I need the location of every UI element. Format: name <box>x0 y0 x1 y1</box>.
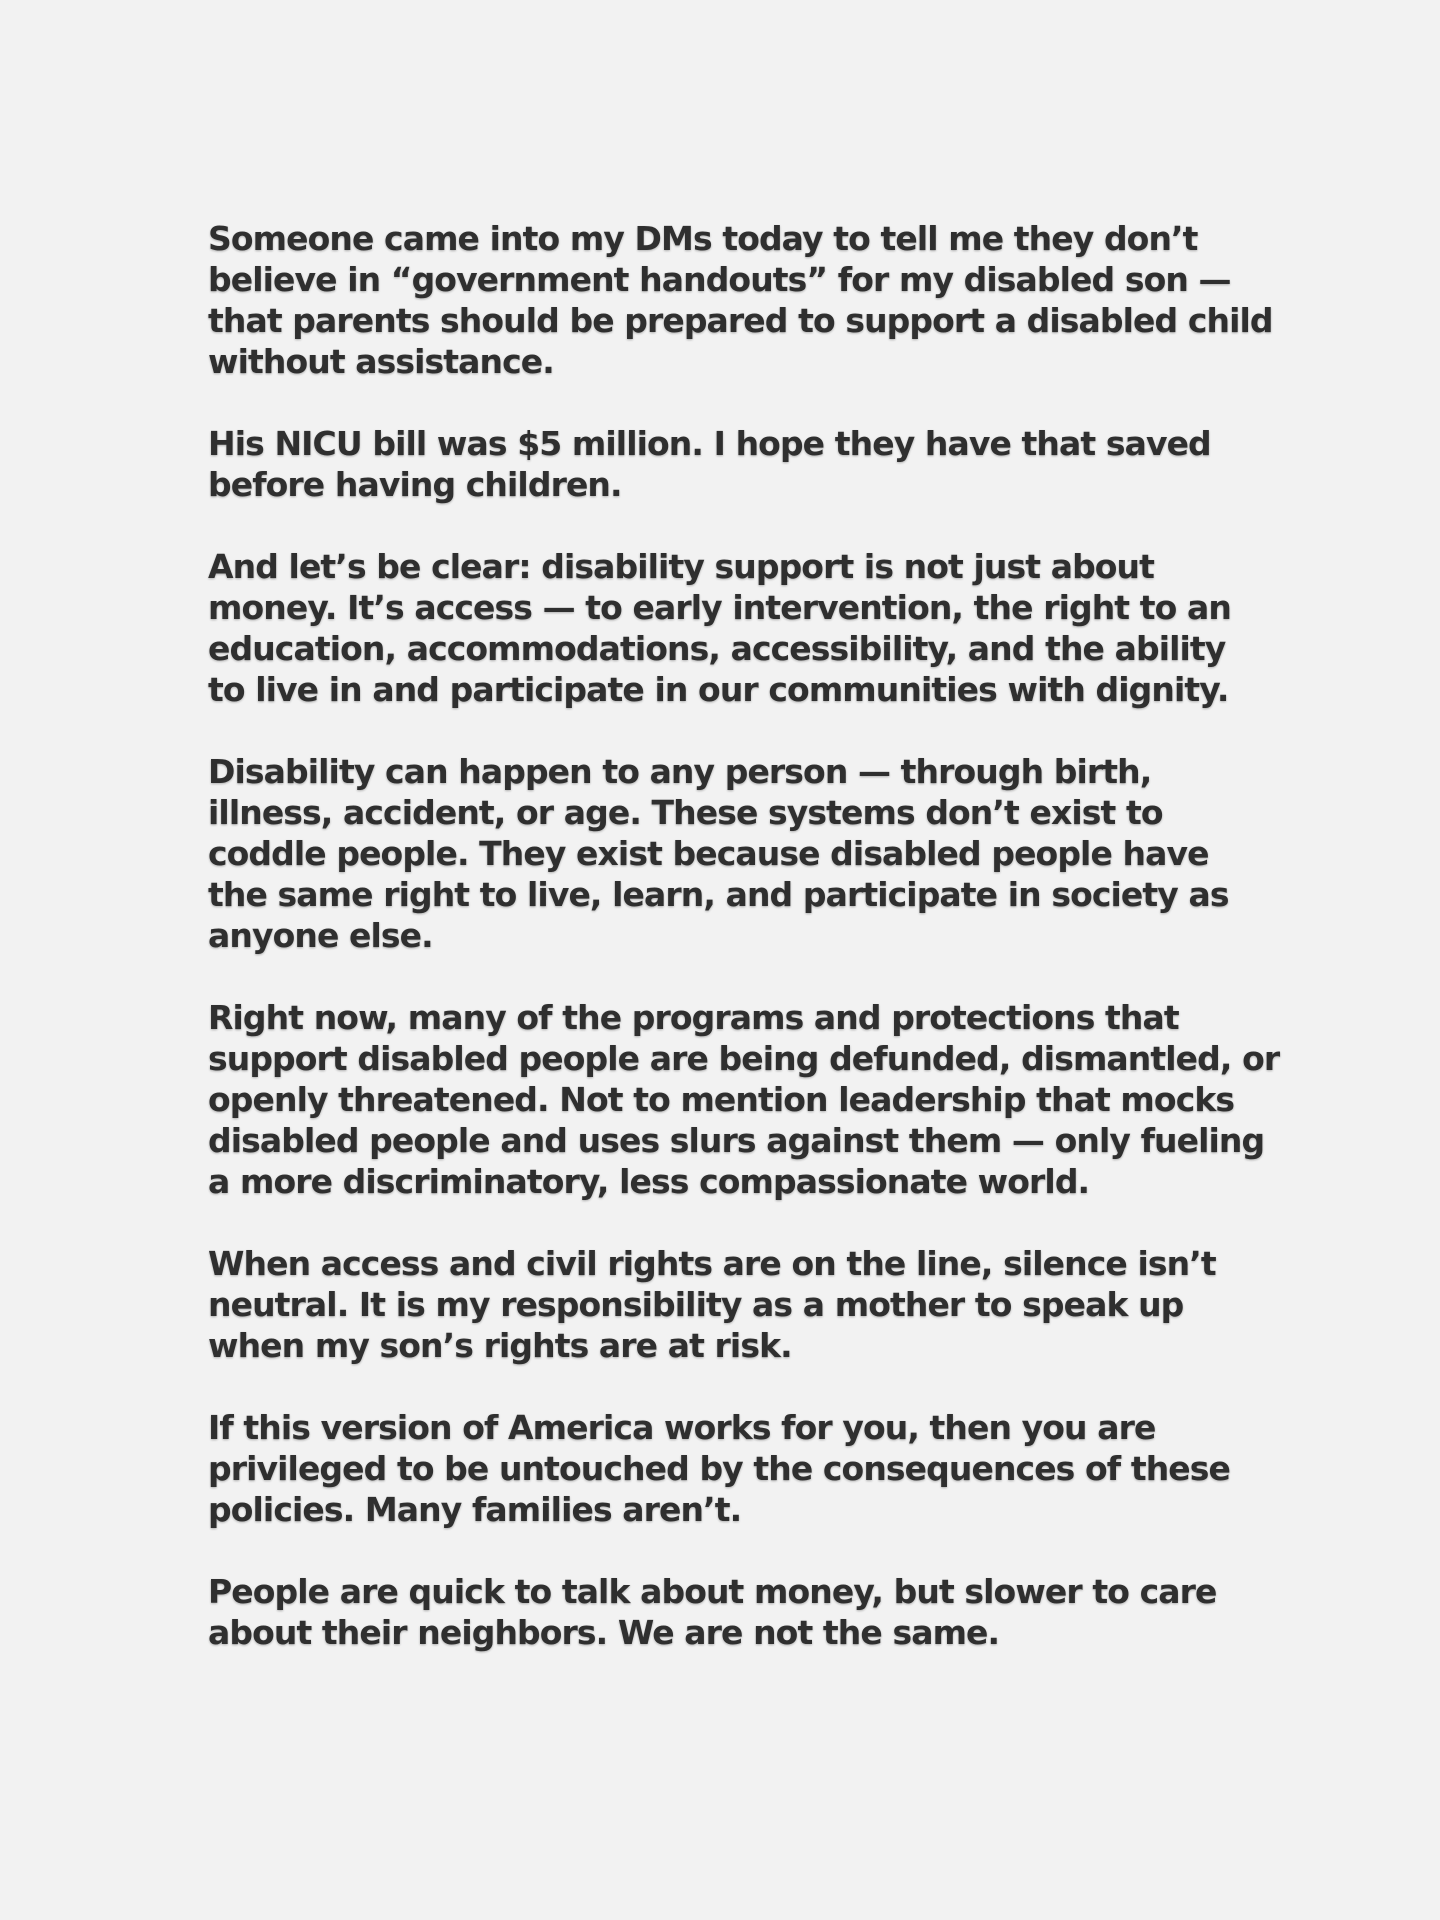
text-line: privileged to be untouched by the consequences of these <box>208 1449 1231 1488</box>
text-line: believe in “government handouts” for my disabled son — <box>208 260 1231 299</box>
text-line: anyone else. <box>208 916 433 955</box>
text-line: when my son’s rights are at risk. <box>208 1326 792 1365</box>
text-line: Right now, many of the programs and protections that <box>208 998 1179 1037</box>
text-line: coddle people. They exist because disabled people have <box>208 834 1209 873</box>
text-line: policies. Many families aren’t. <box>208 1490 742 1529</box>
text-line: openly threatened. Not to mention leadership that mocks <box>208 1080 1235 1119</box>
text-line: to live in and participate in our communities with dignity. <box>208 670 1229 709</box>
text-line: Someone came into my DMs today to tell me they don’t <box>208 219 1198 258</box>
text-line: about their neighbors. We are not the same. <box>208 1613 1000 1652</box>
paragraph-6 <box>208 1243 1258 1366</box>
text-line: without assistance. <box>208 342 554 381</box>
paragraph-1 <box>208 218 1273 382</box>
text-line: disabled people and uses slurs against them — only fueling <box>208 1121 1265 1160</box>
text-line: the same right to live, learn, and participate in society as <box>208 875 1229 914</box>
text-line: before having children. <box>208 465 622 504</box>
text-line: When access and civil rights are on the line, silence isn’t <box>208 1244 1216 1283</box>
text-line: illness, accident, or age. These systems don’t exist to <box>208 793 1163 832</box>
text-line: People are quick to talk about money, but slower to care <box>208 1572 1217 1611</box>
text-line: money. It’s access — to early intervention, the right to an <box>208 588 1231 627</box>
paragraph-5 <box>208 997 1280 1202</box>
text-line: And let’s be clear: disability support is not just about <box>208 547 1155 586</box>
paragraph-8 <box>208 1571 1258 1653</box>
paragraph-7 <box>208 1407 1258 1530</box>
text-line: education, accommodations, accessibility, and the ability <box>208 629 1226 668</box>
text-line: Disability can happen to any person — through birth, <box>208 752 1152 791</box>
text-line: His NICU bill was $5 million. I hope they have that saved <box>208 424 1211 463</box>
paragraph-3 <box>208 546 1258 710</box>
text-line: a more discriminatory, less compassionate world. <box>208 1162 1090 1201</box>
text-line: neutral. It is my responsibility as a mother to speak up <box>208 1285 1184 1324</box>
paragraph-4 <box>208 751 1258 956</box>
paragraph-2 <box>208 423 1258 505</box>
text-line: support disabled people are being defunded, dismantled, or <box>208 1039 1280 1078</box>
text-line: that parents should be prepared to support a disabled child <box>208 301 1273 340</box>
text-line: If this version of America works for you, then you are <box>208 1408 1156 1447</box>
post-text <box>208 218 1280 1653</box>
